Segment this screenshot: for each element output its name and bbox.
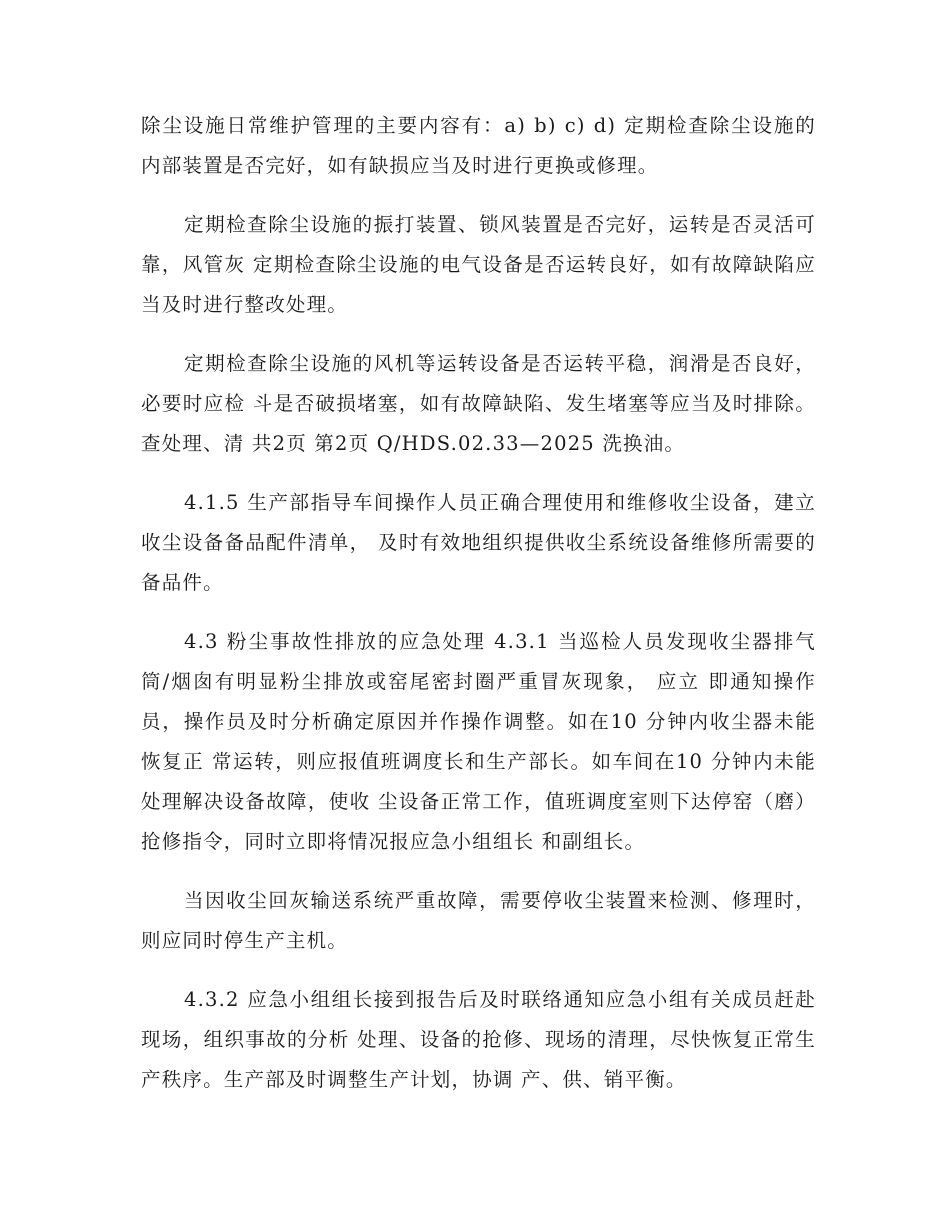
paragraph: 4.1.5 生产部指导车间操作人员正确合理使用和维修收尘设备，建立收尘设备备品配件清单， 及时有效地组织提供收尘系统设备维修所需要的备品件。 (141, 491, 816, 594)
document-body (141, 106, 816, 1119)
paragraph: 当因收尘回灰输送系统严重故障，需要停收尘装置来检测、修理时，则应同时停生产主机。 (141, 889, 816, 952)
paragraph: 定期检查除尘设施的振打装置、锁风装置是否完好，运转是否灵活可靠，风管灰 定期检查除尘设施的电气设备是否运转良好，如有故障缺陷应当及时进行整改处理。 (141, 213, 816, 316)
paragraph: 除尘设施日常维护管理的主要内容有：a) b) c) d) 定期检查除尘设施的内部装置是否完好，如有缺损应当及时进行更换或修理。 (141, 114, 816, 177)
paragraph: 4.3.2 应急小组组长接到报告后及时联络通知应急小组有关成员赶赴现场，组织事故的分析 处理、设备的抢修、现场的清理，尽快恢复正常生产秩序。生产部及时调整生产计划，协调 产、供、销平衡。 (141, 988, 816, 1091)
paragraph: 4.3 粉尘事故性排放的应急处理 4.3.1 当巡检人员发现收尘器排气筒/烟囱有明显粉尘排放或窑尾密封圈严重冒灰现象， 应立 即通知操作员，操作员及时分析确定原因并作操作调整。如在10 分钟内收尘器未能恢复正 常运转，则应报值班调度长和生产部长。如车间在10 分钟内未能处理解决设备故障，使收 尘设备正常工作，值班调度室则下达停窑（磨）抢修指令，同时立即将情况报应急小组组长 和副组长。 (141, 630, 816, 853)
paragraph: 定期检查除尘设施的风机等运转设备是否运转平稳，润滑是否良好，必要时应检 斗是否破损堵塞，如有故障缺陷、发生堵塞等应当及时排除。 查处理、清 共2页 第2页 Q/HDS.02.33—2025 洗换油。 (141, 352, 816, 455)
